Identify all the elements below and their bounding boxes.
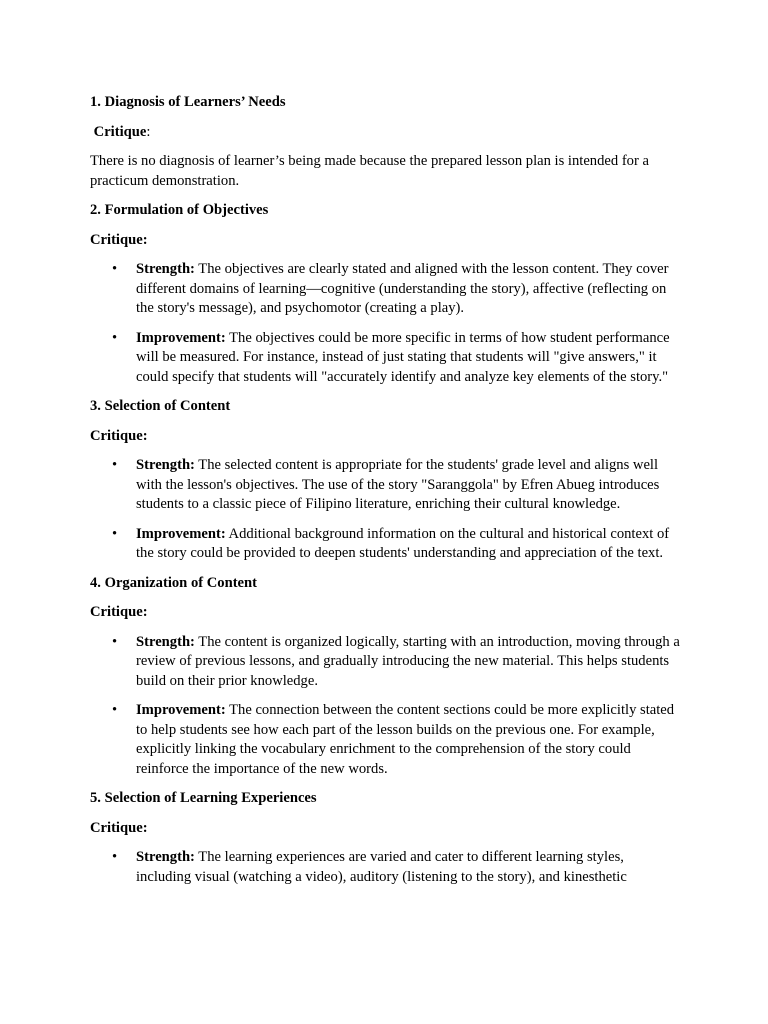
section-learning-experiences (90, 789, 680, 887)
item-label: Strength: (136, 261, 195, 277)
bullet-icon: • (112, 849, 118, 865)
section-objectives (90, 201, 680, 387)
item-text: The objectives could be more specific in terms of how student performance will be measured. For instance, instead of just stating that students will "give answers," it could specify that students will "accurately identify and analyze key elements of the story." (136, 329, 670, 385)
item-text: The connection between the content sections could be more explicitly stated to help students see how each part of the lesson builds on the previous one. For example, explicitly linking the vocabulary enrichment to the comprehension of the story could reinforce the importance of the new words. (136, 702, 675, 777)
list-item (90, 456, 680, 515)
critique-label-text: Critique: (90, 604, 148, 620)
bullet-icon: • (112, 329, 118, 346)
item-label: Improvement: (136, 525, 226, 542)
item-label: Improvement: (136, 329, 226, 346)
critique-label (90, 603, 680, 623)
critique-list (90, 456, 680, 564)
critique-label (90, 123, 680, 143)
item-text: The content is organized logically, starting with an introduction, moving through a review of previous lessons, and gradually introducing the new material. This helps students build on their prior knowledge. (136, 633, 680, 689)
critique-label-text: Critique: (90, 819, 148, 836)
bullet-icon: • (112, 261, 118, 277)
critique-label-text: Critique: (90, 427, 148, 444)
critique-list (90, 848, 680, 887)
bullet-icon: • (112, 633, 118, 650)
list-item (90, 848, 680, 887)
critique-label (90, 819, 680, 839)
critique-paragraph: There is no diagnosis of learner’s being made because the prepared lesson plan is intended for a practicum demonstration. (90, 153, 649, 189)
critique-list (90, 260, 680, 387)
critique-list (90, 633, 680, 780)
section-diagnosis (90, 93, 680, 191)
document-page (90, 93, 680, 897)
item-label: Strength: (136, 633, 195, 650)
section-heading: 1. Diagnosis of Learners’ Needs (90, 94, 286, 110)
item-text: Additional background information on the cultural and historical context of the story could be provided to deepen students' understanding and appreciation of the text. (136, 525, 670, 561)
item-text: The learning experiences are varied and cater to different learning styles, including visual (watching a video), auditory (listening to the story), and kinesthetic (136, 849, 627, 885)
section-heading: 4. Organization of Content (90, 574, 258, 591)
item-label: Improvement: (136, 702, 226, 718)
bullet-icon: • (112, 457, 118, 473)
section-heading: 5. Selection of Learning Experiences (90, 790, 317, 806)
list-item (90, 633, 680, 692)
item-label: Strength: (136, 849, 195, 865)
list-item (90, 260, 680, 319)
critique-label-suffix: : (146, 123, 151, 140)
list-item (90, 701, 680, 779)
bullet-icon: • (112, 525, 118, 542)
critique-label-text: Critique: (90, 231, 148, 248)
critique-label-text: Critique (93, 123, 147, 140)
list-item (90, 525, 680, 564)
list-item (90, 329, 680, 388)
section-content-organization (90, 574, 680, 780)
critique-label (90, 231, 680, 251)
section-heading: 3. Selection of Content (90, 398, 231, 414)
critique-label (90, 427, 680, 447)
section-content-selection (90, 397, 680, 564)
item-text: The objectives are clearly stated and aligned with the lesson content. They cover different domains of learning—cognitive (understanding the story), affective (reflecting on the story's message), and psychomotor (creating a play). (136, 261, 669, 316)
bullet-icon: • (112, 702, 118, 718)
section-heading: 2. Formulation of Objectives (90, 202, 269, 218)
item-text: The selected content is appropriate for the students' grade level and aligns well with the lesson's objectives. The use of the story "Saranggola" by Efren Abueg introduces students to a classic piece of Filipino literature, enriching their cultural knowledge. (136, 457, 660, 512)
item-label: Strength: (136, 457, 195, 473)
